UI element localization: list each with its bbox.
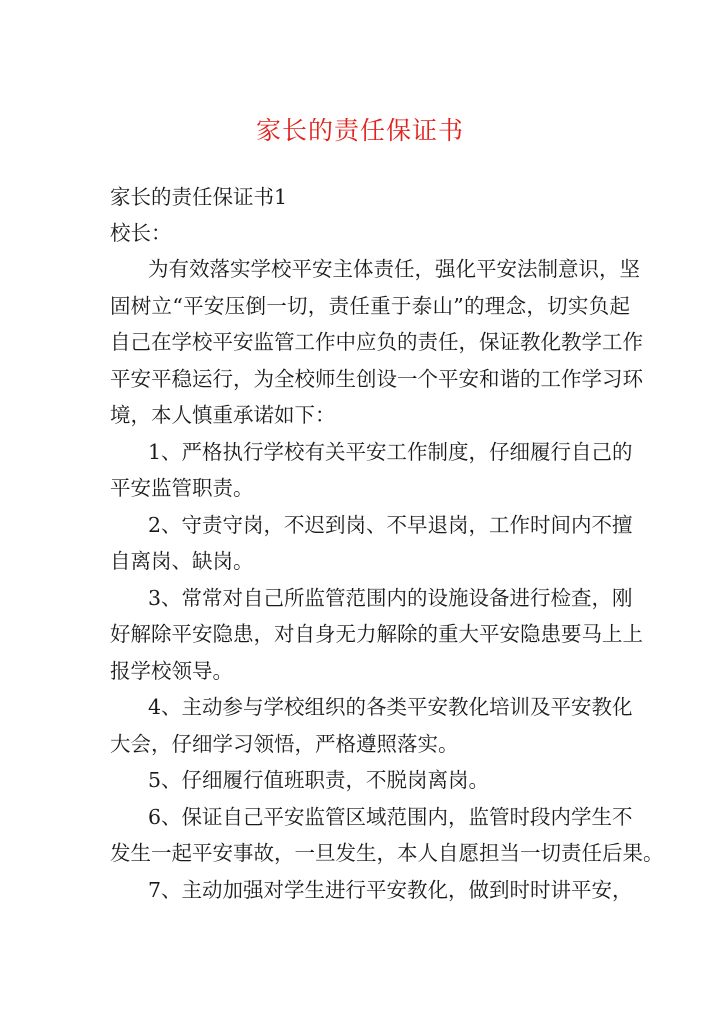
salutation: 校长：	[110, 221, 172, 245]
body-line: 5、仔细履行值班职责，不脱岗离岗。	[148, 768, 490, 792]
body-line: 1、严格执行学校有关平安工作制度，仔细履行自己的	[148, 439, 633, 464]
document-subtitle: 家长的责任保证书1	[110, 185, 288, 209]
body-line: 固树立“平安压倒一切，责任重于泰山”的理念，切实负起	[110, 293, 630, 318]
body-line: 2、守责守岗，不迟到岗、不早退岗，工作时间内不擅	[148, 512, 633, 537]
body-line: 4、主动参与学校组织的各类平安教化培训及平安教化	[148, 695, 633, 719]
body-line: 自离岗、缺岗。	[110, 549, 254, 573]
body-line: 平安平稳运行，为全校师生创设一个平安和谐的工作学习环	[110, 366, 643, 391]
document-title: 家长的责任保证书	[255, 116, 464, 145]
body-line: 报学校领导。	[110, 658, 233, 683]
body-line: 6、保证自己平安监管区域范围内，监管时段内学生不	[148, 804, 633, 829]
body-line: 平安监管职责。	[110, 476, 254, 500]
body-line: 为有效落实学校平安主体责任，强化平安法制意识，坚	[148, 257, 640, 281]
body-line: 大会，仔细学习领悟，严格遵照落实。	[110, 731, 459, 756]
body-line: 好解除平安隐患，对自身无力解除的重大平安隐患要马上上	[110, 622, 643, 646]
body-line: 自己在学校平安监管工作中应负的责任，保证教化教学工作	[110, 330, 643, 354]
body-line: 7、主动加强对学生进行平安教化，做到时时讲平安，	[148, 877, 633, 902]
body-line: 发生一起平安事故，一旦发生，本人自愿担当一切责任后果。	[110, 841, 664, 865]
body-line: 境，本人慎重承诺如下：	[110, 403, 336, 427]
body-line: 3、常常对自己所监管范围内的设施设备进行检查，刚	[148, 585, 633, 610]
